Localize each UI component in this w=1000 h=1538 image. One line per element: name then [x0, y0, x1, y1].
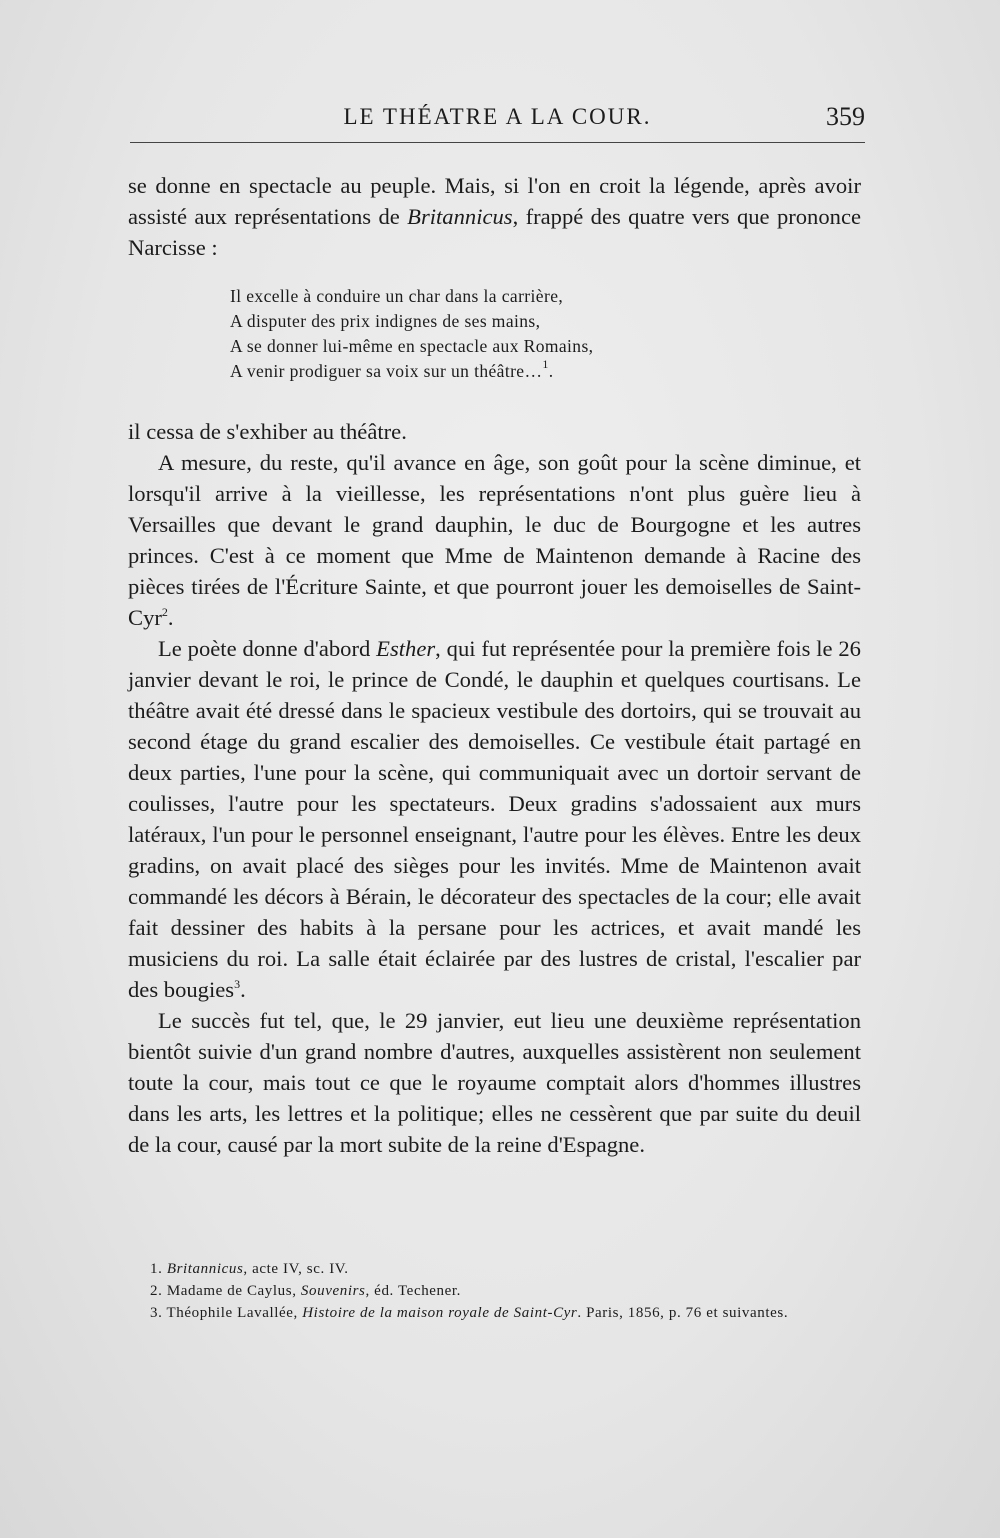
after-verse-line: il cessa de s'exhiber au théâtre.: [128, 419, 407, 444]
footnote-3-start: Théophile Lavallée,: [166, 1305, 303, 1321]
footnote-3-text: . Paris, 1856, p. 76 et suivantes.: [577, 1305, 789, 1321]
footnote-2-number: 2.: [150, 1283, 163, 1299]
footnotes: [128, 1258, 861, 1324]
footnote-3: [128, 1302, 861, 1324]
intro-text: se donne en spectacle au peuple. Mais, si l'on en croit la légende, après avoir assisté aux représentations de: [128, 173, 861, 229]
paragraph-3: [128, 633, 861, 1005]
main-text: [128, 416, 861, 1160]
footnote-2-text: , éd. Techener.: [365, 1283, 462, 1299]
verse-line-1: Il excelle à conduire un char dans la carrière,: [230, 286, 564, 306]
verse-line-3: A se donner lui-même en spectacle aux Romains,: [230, 336, 594, 356]
footnote-ref-1: 1: [542, 357, 549, 371]
verse-line-2: A disputer des prix indignes de ses mains,: [230, 311, 541, 331]
running-title: LE THÉATRE A LA COUR.: [343, 104, 652, 129]
footnote-ref-3: 3: [234, 977, 241, 991]
footnote-1-text: , acte IV, sc. IV.: [243, 1261, 349, 1277]
footnote-3-italic: Histoire de la maison royale de Saint-Cyr: [302, 1305, 578, 1321]
paragraph-3-end: .: [240, 977, 246, 1002]
footnote-1-number: 1.: [150, 1261, 163, 1277]
paragraph-3-text: , qui fut représentée pour la première fois le 26 janvier devant le roi, le prince de Condé, le dauphin et quelques courtisans. Le théâtre avait été dressé dans le spacieux vestibule des dortoirs, qui se trouvait au second étage du grand escalier des demoiselles. Ce vestibule était partagé en deux parties, l'une pour la scène, qui communiquait avec un dortoir servant de coulisses, l'autre pour les spectateurs. Deux gradins s'adossaient aux murs latéraux, l'un pour le personnel enseignant, l'autre pour les élèves. Entre les deux gradins, on avait placé des sièges pour les invités. Mme de Maintenon avait commandé les décors à Bérain, le décorateur des spectacles de la cour; elle avait fait dessiner des habits à la persane pour les actrices, et avait mandé les musiciens du roi. La salle était éclairée par des lustres de cristal, l'escalier par des bougies: [128, 636, 861, 1002]
verse-line-4-end: .: [548, 361, 554, 381]
footnote-1: [128, 1258, 861, 1280]
paragraph-2: [128, 447, 861, 633]
running-head: [130, 100, 865, 140]
paragraph-3-start: Le poète donne d'abord: [158, 636, 377, 661]
footnote-2-italic: Souvenirs: [300, 1283, 366, 1299]
intro-paragraph: [128, 170, 861, 263]
esther-title: Esther: [376, 636, 436, 661]
paragraph-2-text: A mesure, du reste, qu'il avance en âge, son goût pour la scène diminue, et lorsqu'il arrive à la vieillesse, les représentations n'ont plus guère lieu à Versailles que devant le grand dauphin, le duc de Bourgogne et les autres princes. C'est à ce moment que Mme de Maintenon demande à Racine des pièces tirées de l'Écriture Sainte, et que pourront jouer les demoiselles de Saint-Cyr: [128, 450, 861, 630]
paragraph-1: [128, 170, 861, 263]
footnote-3-number: 3.: [150, 1305, 163, 1321]
paragraph-2-end: .: [167, 605, 174, 630]
footnote-2-start: Madame de Caylus,: [166, 1283, 301, 1299]
page-number: 359: [826, 102, 865, 131]
verse-quotation: [230, 284, 593, 384]
footnote-1-italic: Britannicus: [166, 1261, 244, 1277]
footnote-ref-2: 2: [161, 605, 168, 619]
intro-end-text: , frappé des quatre vers que prononce Narcisse :: [128, 204, 862, 260]
paragraph-4: Le succès fut tel, que, le 29 janvier, eut lieu une deuxième représentation bientôt suivie d'un grand nombre d'autres, auxquelles assistèrent non seulement toute la cour, mais tout ce que le royaume comptait alors d'hommes illustres dans les arts, les lettres et la politique; elles ne cessèrent que par suite du deuil de la cour, causé par la mort subite de la reine d'Espagne.: [128, 1008, 861, 1157]
intro-italic-title: Britannicus: [407, 204, 513, 229]
footnote-2: [128, 1280, 861, 1302]
verse-line-4-text: A venir prodiguer sa voix sur un théâtre…: [230, 361, 543, 381]
header-rule: [130, 142, 865, 143]
verse-line-4: [230, 359, 593, 384]
